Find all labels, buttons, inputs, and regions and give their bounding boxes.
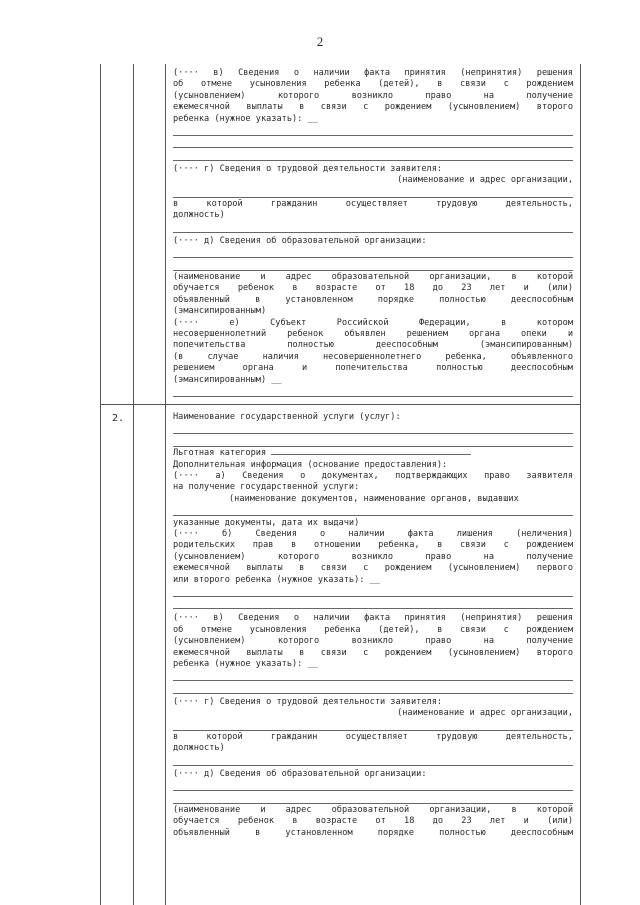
- text-line: ребенка (нужное указать): __: [173, 113, 318, 124]
- category-label: Льготная категория: [173, 448, 267, 459]
- text-line: (в случае наличия несовершеннолетнего ребенка, объявленного: [173, 351, 573, 362]
- blank-line: [173, 586, 573, 597]
- blank-line: [173, 247, 573, 258]
- text-line: обучается ребенок в возрасте от 18 до 23 лет и (или): [173, 816, 573, 827]
- text-line: (наименование и адрес образовательной организации, в которой: [173, 272, 573, 283]
- text-line: (эмансипированным) __: [173, 374, 282, 385]
- text-line: (усыновлением) которого возникло право на получение: [173, 90, 573, 101]
- table-border-number-column: [133, 64, 134, 905]
- section-g-heading: (···· г) Сведения о трудовой деятельности заявителя:: [173, 696, 443, 707]
- text-line: должность): [173, 210, 225, 221]
- text-line: объявленный в установленном порядке полностью дееспособным: [173, 294, 573, 305]
- service-name-label: Наименование государственной услуги (услуг):: [173, 412, 401, 422]
- field-caption: (наименование и адрес организации,: [397, 175, 573, 186]
- section-d-heading: (···· д) Сведения об образовательной организации:: [173, 235, 427, 246]
- text-line: попечительства полностью дееспособным (эмансипированным): [173, 340, 573, 351]
- extra-info-label: Дополнительная информация (основание предоставления):: [173, 459, 448, 470]
- text-line: (наименование и адрес образовательной организации, в которой: [173, 805, 573, 816]
- text-line: родительских прав в отношении ребенка, в связи с рождением: [173, 540, 573, 551]
- text-line: должность): [173, 743, 225, 754]
- text-line: (···· в) Сведения о наличии факта принятия (непринятия) решения: [173, 68, 573, 78]
- text-line: несовершеннолетний ребенок объявлен решением органа опеки и: [173, 329, 573, 340]
- blank-line: [173, 423, 573, 434]
- text-line: на получение государственной услуги:: [173, 482, 360, 493]
- table-row-divider: [100, 404, 580, 405]
- text-line: (···· а) Сведения о документах, подтверждающих право заявителя: [173, 471, 573, 481]
- blank-line: [173, 260, 573, 271]
- table-border-label-column: [165, 64, 166, 905]
- blank-line: [173, 720, 573, 731]
- text-line: объявленный в установленном порядке полностью дееспособным: [173, 827, 573, 838]
- field-caption: (наименование документов, наименование органов, выдавших: [229, 493, 519, 504]
- text-line: ребенка (нужное указать): __: [173, 659, 318, 670]
- text-line: об отмене усыновления ребенка (детей), в связи с рождением: [173, 624, 573, 635]
- blank-line: [173, 222, 573, 233]
- blank-line: [173, 137, 573, 148]
- blank-line: [173, 386, 573, 397]
- blank-line: [173, 150, 573, 161]
- blank-line: [173, 755, 573, 766]
- section-g-heading: (···· г) Сведения о трудовой деятельности заявителя:: [173, 163, 443, 174]
- text-line: обучается ребенок в возрасте от 18 до 23 лет и (или): [173, 283, 573, 294]
- blank-line: [173, 670, 573, 681]
- section-2: [173, 412, 573, 839]
- text-line: в которой гражданин осуществляет трудовую деятельность,: [173, 199, 573, 210]
- text-line: ежемесячной выплаты в связи с рождением (усыновлением) второго: [173, 647, 573, 658]
- category-line: [173, 448, 573, 459]
- text-line: или второго ребенка (нужное указать): __: [173, 574, 380, 585]
- top-section: [173, 68, 573, 398]
- blank-line: [173, 780, 573, 791]
- blank-line: [173, 683, 573, 694]
- category-field[interactable]: [271, 454, 471, 455]
- text-line: об отмене усыновления ребенка (детей), в связи с рождением: [173, 79, 573, 90]
- row-number: 2.: [112, 413, 125, 424]
- text-line: (···· б) Сведения о наличии факта лишения (неличения): [173, 529, 573, 540]
- blank-line: [173, 125, 573, 136]
- text-line: указанные документы, дата их выдачи): [173, 517, 360, 528]
- blank-line: [173, 793, 573, 804]
- blank-line: [173, 187, 573, 198]
- page-number: 2: [316, 34, 324, 49]
- section-d-heading: (···· д) Сведения об образовательной организации:: [173, 768, 427, 779]
- text-line: в которой гражданин осуществляет трудовую деятельность,: [173, 732, 573, 743]
- blank-line: [173, 598, 573, 609]
- table-border-right: [580, 64, 581, 905]
- blank-line: [173, 436, 573, 447]
- text-line: ежемесячной выплаты в связи с рождением (усыновлением) первого: [173, 563, 573, 574]
- text-line: (усыновлением) которого возникло право на получение: [173, 636, 573, 647]
- text-line: (усыновлением) которого возникло право на получение: [173, 551, 573, 562]
- text-line: (···· е) Субъект Российской Федерации, в котором: [173, 317, 573, 328]
- text-line: (···· в) Сведения о наличии факта принятия (непринятия) решения: [173, 613, 573, 624]
- blank-line: [173, 505, 573, 516]
- text-line: ежемесячной выплаты в связи с рождением (усыновлением) второго: [173, 102, 573, 113]
- field-caption: (наименование и адрес организации,: [397, 708, 573, 719]
- table-border-left: [100, 64, 101, 905]
- text-line: решением органа и попечительства полностью дееспособным: [173, 363, 573, 374]
- text-line: (эмансипированным): [173, 306, 267, 317]
